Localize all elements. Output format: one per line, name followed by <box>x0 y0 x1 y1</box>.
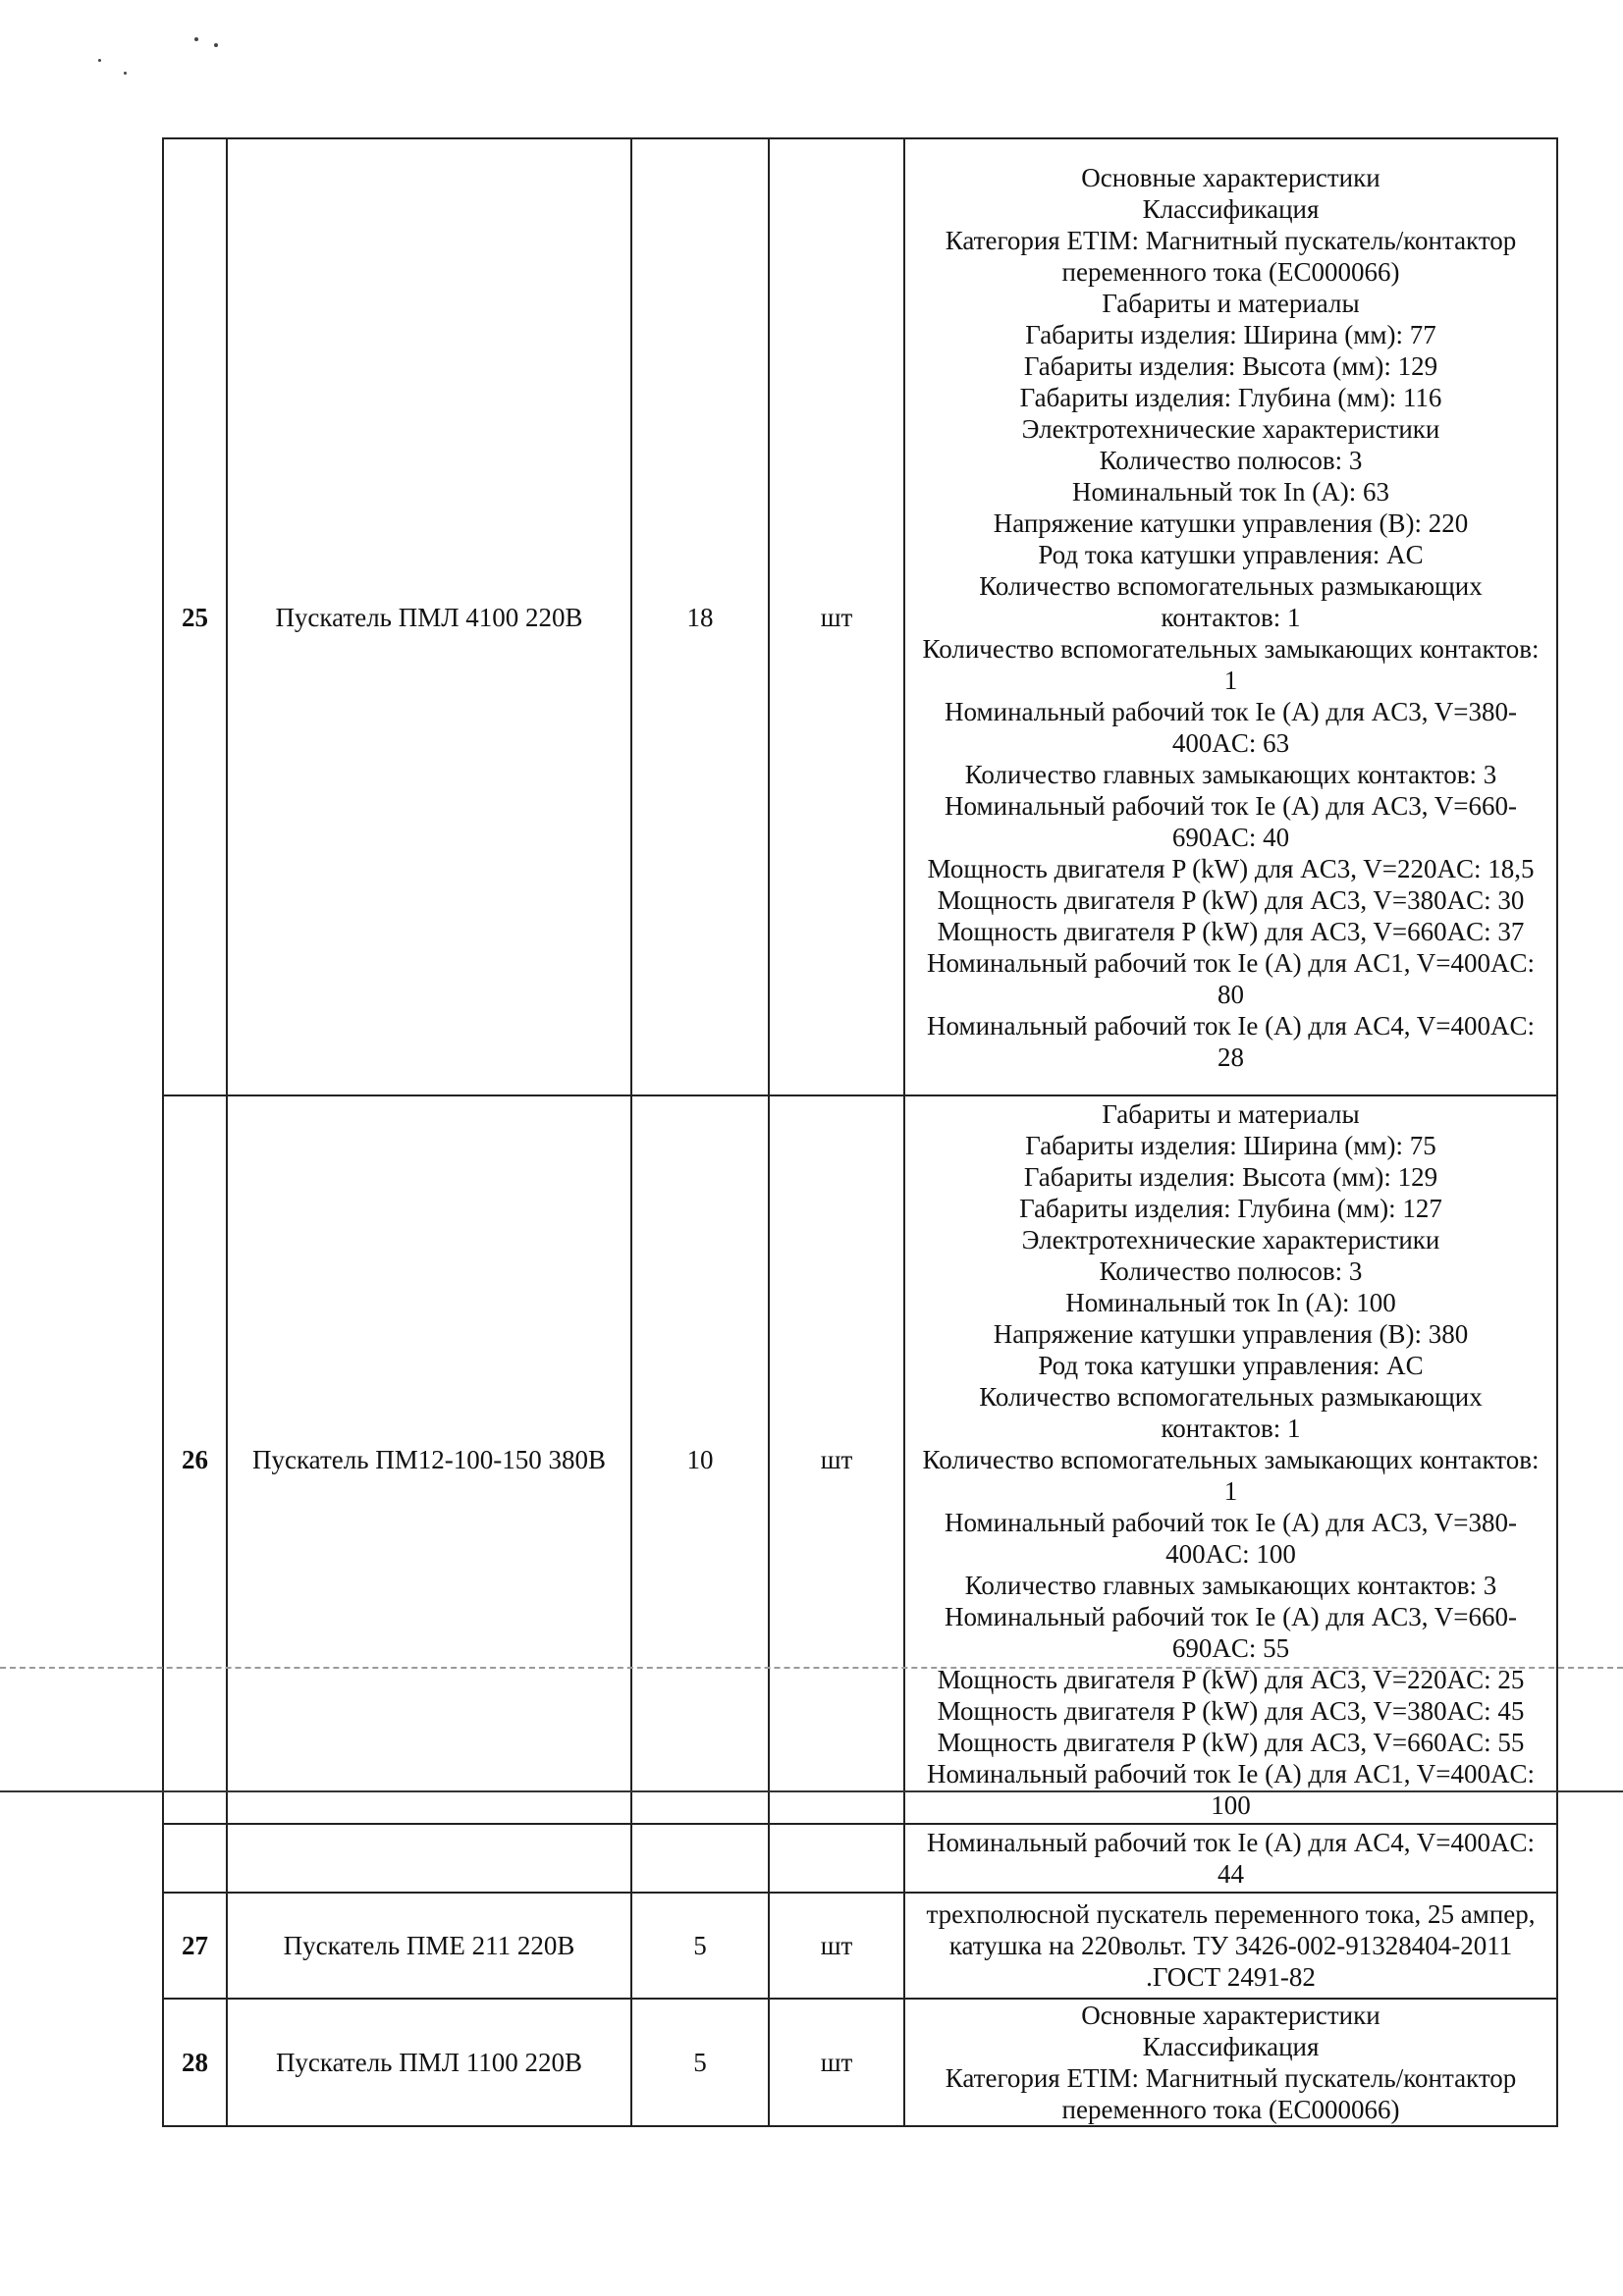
spec-line: Категория ETIM: Магнитный пускатель/контактор <box>945 225 1517 255</box>
spec-line: трехполюсной пускатель переменного тока, 25 ампер, <box>926 1899 1536 1929</box>
spec-line: Номинальный рабочий ток Ie (A) для AC1, V=400AC: <box>927 1759 1535 1789</box>
spec-line: Классификация <box>1142 2032 1320 2061</box>
spec-line: .ГОСТ 2491-82 <box>1146 1962 1316 1992</box>
spec-line: Количество вспомогательных размыкающих <box>979 1382 1483 1412</box>
item-name: Пускатель ПМЛ 4100 220В <box>227 138 631 1095</box>
spec-line: переменного тока (EC000066) <box>1061 2095 1400 2124</box>
spec-line: Род тока катушки управления: AC <box>1038 1351 1424 1380</box>
spec-line: Номинальный рабочий ток Ie (A) для AC3, V=660- <box>945 1602 1517 1631</box>
scan-artifact-line <box>0 1790 1623 1792</box>
spec-line: 400AC: 63 <box>1171 727 1290 758</box>
item-unit: шт <box>769 1893 904 1999</box>
spec-line: Габариты изделия: Ширина (мм): 77 <box>1025 319 1436 349</box>
row-number: 25 <box>163 138 227 1095</box>
spec-line: Количество главных замыкающих контактов: 3 <box>964 759 1497 789</box>
spec-line: Напряжение катушки управления (В): 220 <box>993 507 1469 538</box>
spec-line: Номинальный рабочий ток Ie (A) для AC3, V=380- <box>945 1508 1517 1537</box>
item-quantity: 10 <box>631 1095 769 1824</box>
item-characteristics <box>904 1999 1557 2126</box>
spec-line: Род тока катушки управления: AC <box>1038 539 1424 569</box>
spec-line: Количество полюсов: 3 <box>1099 445 1363 475</box>
table-row <box>163 138 1557 1095</box>
scan-speck <box>214 43 218 47</box>
spec-line: Номинальный ток In (A): 63 <box>1071 476 1390 507</box>
empty-cell <box>769 1824 904 1893</box>
spec-line: 44 <box>1217 1859 1244 1889</box>
row-number: 27 <box>163 1893 227 1999</box>
spec-line: 400AC: 100 <box>1165 1539 1296 1569</box>
empty-cell <box>631 1824 769 1893</box>
item-name: Пускатель ПМ12-100-150 380В <box>227 1095 631 1824</box>
spec-line: Габариты и материалы <box>1102 288 1360 318</box>
spec-line: Габариты и материалы <box>1102 1099 1360 1129</box>
spec-line: Категория ETIM: Магнитный пускатель/контактор <box>945 2063 1517 2093</box>
specification-table <box>162 137 1558 2127</box>
spec-line: 690AC: 55 <box>1171 1633 1290 1663</box>
spec-line: Количество вспомогательных замыкающих контактов: <box>922 633 1540 664</box>
spec-line: Габариты изделия: Глубина (мм): 127 <box>1019 1194 1442 1223</box>
item-unit: шт <box>769 1095 904 1824</box>
spec-line: Габариты изделия: Ширина (мм): 75 <box>1025 1131 1436 1160</box>
spec-line: Электротехнические характеристики <box>1021 1225 1440 1255</box>
spec-line: Количество главных замыкающих контактов: 3 <box>964 1571 1497 1600</box>
item-unit: шт <box>769 138 904 1095</box>
spec-line: Напряжение катушки управления (В): 380 <box>993 1319 1469 1349</box>
item-characteristics <box>904 138 1557 1095</box>
spec-line: Мощность двигателя P (kW) для AC3, V=380AC: 45 <box>937 1696 1525 1726</box>
spec-line: Мощность двигателя P (kW) для AC3, V=380AC: 30 <box>937 884 1525 915</box>
spec-line: Номинальный рабочий ток Ie (A) для AC3, V=380- <box>945 696 1517 726</box>
spec-line: Габариты изделия: Высота (мм): 129 <box>1023 350 1438 381</box>
spec-line: переменного тока (EC000066) <box>1061 256 1400 287</box>
spec-line: Номинальный рабочий ток Ie (A) для AC1, V=400AC: <box>927 947 1535 978</box>
item-name: Пускатель ПМЕ 211 220В <box>227 1893 631 1999</box>
item-quantity: 5 <box>631 1999 769 2126</box>
table-row <box>163 1999 1557 2126</box>
spec-line: 100 <box>1211 1790 1251 1820</box>
spec-line: Количество вспомогательных размыкающих <box>979 570 1483 601</box>
scan-speck <box>98 59 101 62</box>
spec-line: 28 <box>1217 1041 1244 1072</box>
spec-line: Основные характеристики <box>1081 2001 1380 2030</box>
spec-line: Номинальный ток In (A): 100 <box>1065 1288 1396 1317</box>
spec-line: 1 <box>1223 665 1238 695</box>
empty-cell <box>163 1824 227 1893</box>
spec-line: 1 <box>1223 1476 1238 1506</box>
spec-line: Номинальный рабочий ток Ie (A) для AC3, V=660- <box>945 790 1517 821</box>
item-unit: шт <box>769 1999 904 2126</box>
table-row-continuation <box>163 1824 1557 1893</box>
item-characteristics-continued <box>904 1824 1557 1893</box>
item-quantity: 18 <box>631 138 769 1095</box>
spec-line: контактов: 1 <box>1161 1414 1301 1443</box>
item-characteristics <box>904 1095 1557 1824</box>
scan-speck <box>194 37 198 41</box>
item-name: Пускатель ПМЛ 1100 220В <box>227 1999 631 2126</box>
spec-line: Мощность двигателя P (kW) для AC3, V=660AC: 37 <box>937 916 1525 946</box>
spec-line: Количество полюсов: 3 <box>1099 1256 1363 1286</box>
spec-line: Номинальный рабочий ток Ie (A) для AC4, V=400AC: <box>927 1010 1535 1041</box>
spec-line: Мощность двигателя P (kW) для AC3, V=220AC: 25 <box>937 1665 1525 1694</box>
scan-speck <box>124 72 127 75</box>
table-row <box>163 1095 1557 1824</box>
spec-line: Габариты изделия: Высота (мм): 129 <box>1023 1162 1438 1192</box>
item-quantity: 5 <box>631 1893 769 1999</box>
spec-line: Мощность двигателя P (kW) для AC3, V=220AC: 18,5 <box>927 853 1535 883</box>
spec-line: Электротехнические характеристики <box>1021 413 1440 444</box>
spec-line: контактов: 1 <box>1161 602 1301 632</box>
spec-line: 80 <box>1217 979 1244 1009</box>
spec-line: 690AC: 40 <box>1171 822 1290 852</box>
spec-line: Номинальный рабочий ток Ie (A) для AC4, V=400AC: <box>927 1828 1535 1857</box>
scan-artifact-line <box>0 1667 1623 1669</box>
spec-line: Классификация <box>1142 193 1320 224</box>
spec-line: Габариты изделия: Глубина (мм): 116 <box>1019 382 1442 412</box>
item-characteristics <box>904 1893 1557 1999</box>
table-row <box>163 1893 1557 1999</box>
row-number: 28 <box>163 1999 227 2126</box>
spec-line: катушка на 220вольт. ТУ 3426-002-91328404-2011 <box>948 1931 1513 1960</box>
row-number: 26 <box>163 1095 227 1824</box>
spec-line: Количество вспомогательных замыкающих контактов: <box>922 1445 1540 1474</box>
empty-cell <box>227 1824 631 1893</box>
spec-line: Мощность двигателя P (kW) для AC3, V=660AC: 55 <box>937 1728 1525 1757</box>
spec-line: Основные характеристики <box>1081 162 1380 192</box>
